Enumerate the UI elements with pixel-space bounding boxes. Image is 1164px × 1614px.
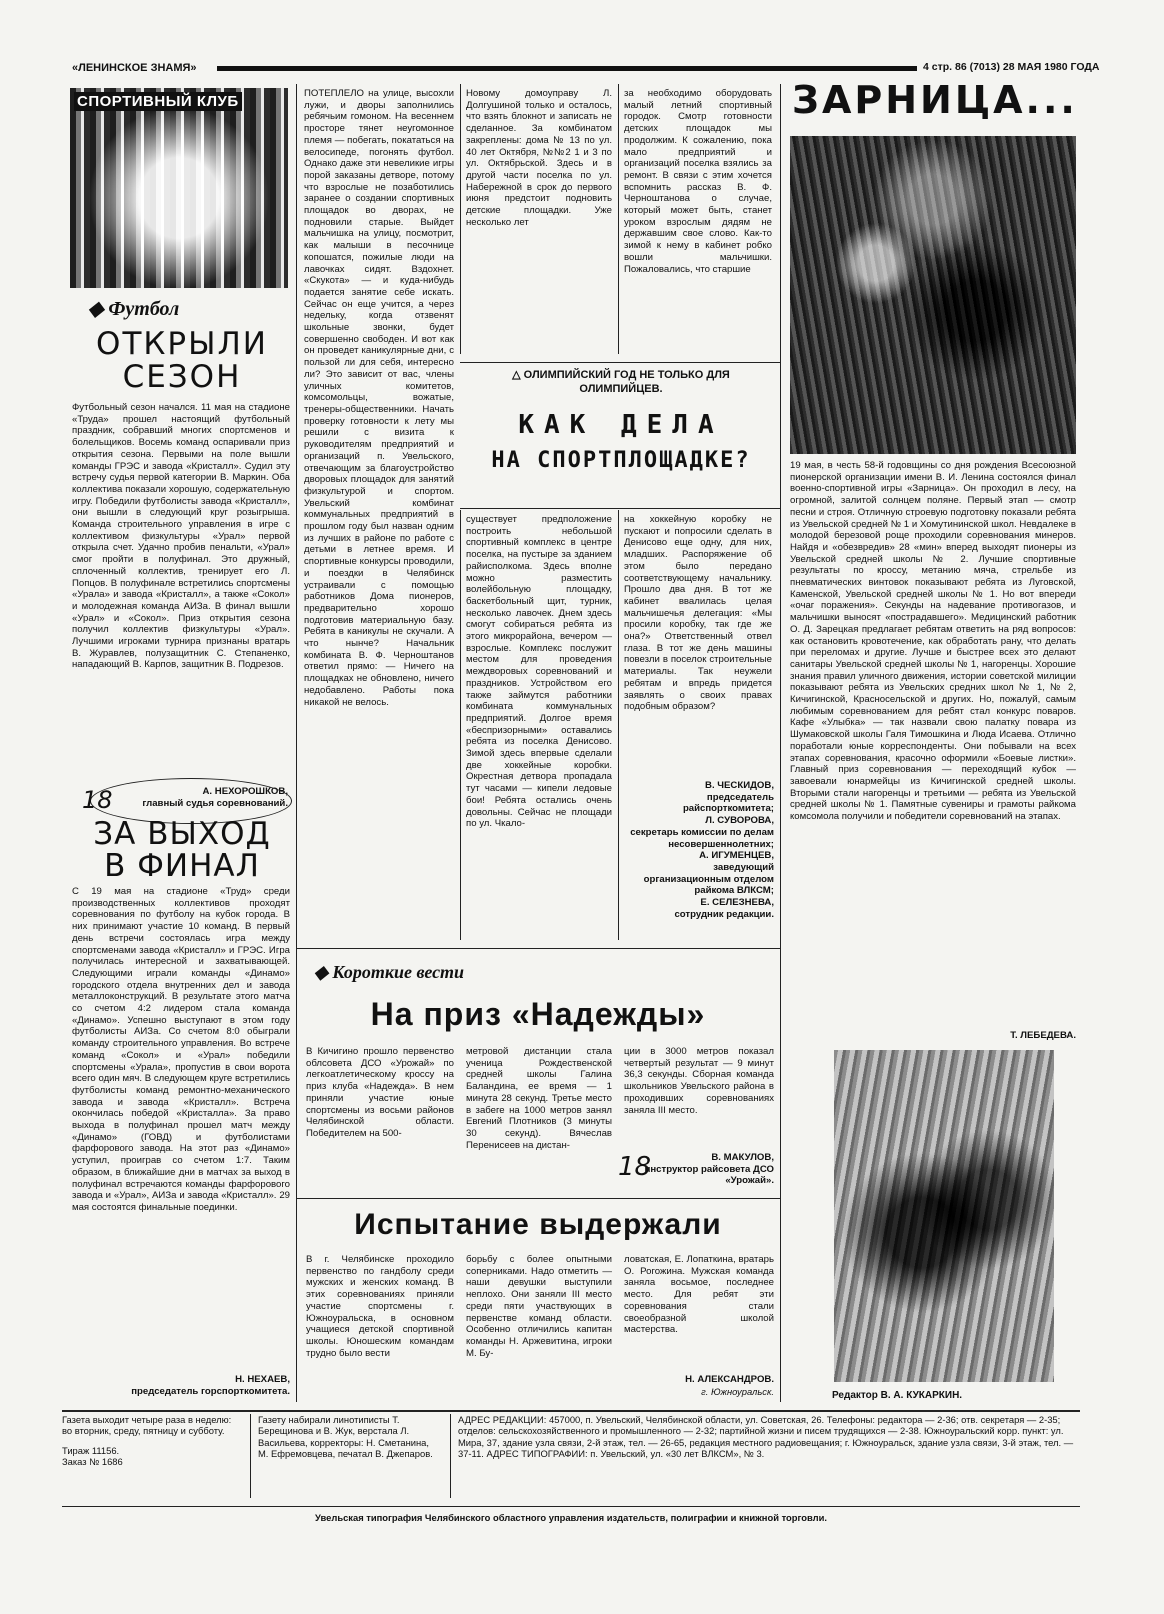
address-text: АДРЕС РЕДАКЦИИ: 457000, п. Увельский, Челябинской области, ул. Советская, 26. Телефоны: редактора — 2-36; отв. секретаря — 2-35; отделов: сельскохозяйственного и промышленного — 2-32; партийной жизни и писем трудящихся — 2-38. Южноуральский корр. пункт: ул. Мира, 37, здание узла связи, 2-й этаж, тел. — 26-65, редакция местного радиовещания; г. Южноуральск, здание узла связи, 3-й этаж, тел. — 37-11. АДРЕС ТИПОГРАФИИ: п. Увельский, ул. «30 лет ВЛКСМ», № 3. [458, 1414, 1074, 1460]
masthead [72, 61, 1100, 78]
signature-line: А. ИГУМЕНЦЕВ, [699, 850, 774, 862]
circulation-text: Тираж 11156. [62, 1444, 120, 1456]
playground-col2-top-text: Новому домоуправу Л. Долгушиной только и осталось, что взять блокнот и записать не сделанное. За комбинатом закреплены: дома № 13 по ул. 40 лет Октября, №№2 1 и 3 по ул. Октябрьской. Здесь и в другой части поселка по ул. Набережной в срок до первого июня предстоит подновить детские площадки. Уже несколько лет [466, 88, 612, 228]
final-headline [70, 818, 294, 882]
signature-line: председатель райспорткомитета; [682, 791, 774, 815]
column-rule [780, 84, 781, 1402]
section-rule [296, 1198, 780, 1199]
handball-col3-text: ловатская, Е. Лопаткина, вратарь О. Рогожина. Мужская команда заняла восьмое, последнее место. Для ребят эти соревнования стали своеобразной школой мастерства. [624, 1254, 774, 1336]
signature-line: Е. СЕЛЕЗНЕВА, [700, 897, 774, 909]
masthead-rule [217, 66, 917, 71]
staff-text: Газету набирали линотиписты Т. Берещинова и В. Жук, верстала Л. Васильева, корректоры: Н. Сметанина, М. Ефремовцева, печатал В. Джепаров. [258, 1414, 433, 1460]
handball-col1-text: В г. Челябинске проходило первенство по гандболу среди мужских и женских команд. В этих соревнованиях приняли участие спортсмены г. Южноуральска, в основном учащиеся детской спортивной школы. Юношеским командам трудно было вести [306, 1254, 454, 1359]
olympic-line: ОЛИМПИЙСКИЙ ГОД НЕ ТОЛЬКО ДЛЯ [523, 369, 730, 381]
playground-col2-bottom-text: существует предположение построить небольшой спортивный комплекс в центре поселка, на пустыре за зданием райисполкома. Здесь вполне можно разместить волейбольную площадку, баскетбольный щит, турник, несколько лавочек. Днем здесь смогут собираться ребята из этого микрорайона, вечером — взрослые. Комплекс послужит местом для проведения междворовых соревнований и праздников. Устройством его также займутся работники комбината коммунальных предприятий. Долгое время «беспризорными» оставались ребята из поселка Денисово. Зимой здесь впервые сделали две хоккейные коробки. Окрестная детвора пропадала тут часами — кипели ледовые бои! Ребята остались очень довольны. Сейчас не площади по ул. Чкало- [466, 514, 612, 830]
football-rubric [88, 296, 179, 321]
footer-rule [62, 1506, 1080, 1507]
column-rule [618, 84, 619, 354]
short-news-col2-text: метровой дистанции стала ученица Рождественской средней школы Галина Баландина, ее время — 1 минута 28 секунд. Третье место в забеге на 1000 метров занял Евгений Плотников (3 минуты 30 секунд). Вячеслав Перенисеев на дистан- [466, 1046, 612, 1151]
editor-line: Редактор В. А. КУКАРКИН. [832, 1390, 963, 1401]
olympic-kicker [462, 368, 780, 396]
diamond-bullet-icon: ◆ [88, 298, 109, 320]
signature-place: г. Южноуральск. [701, 1385, 774, 1397]
football-headline [70, 328, 294, 394]
handball-headline: Испытание выдержали [354, 1208, 722, 1241]
column-rule [618, 510, 619, 940]
signature-role: главный судья соревнований. [142, 797, 288, 809]
handball-signature [624, 1374, 774, 1397]
zarnitsa-signature: Т. ЛЕБЕДЕВА. [1010, 1030, 1076, 1041]
football-article-text: Футбольный сезон начался. 11 мая на стадионе «Труда» прошел настоящий футбольный праздник, собравший многих спортсменов и болельщиков. Восемь команд оспаривали приз открытия сезона. Первыми на поле вышли команды ГРЭС и завода «Кристалл». Судил эту встречу судья первой категории В. Маркин. Оба коллектива показали хорошую, содержательную игру. Победили футболисты завода «Кристалл», они вышли в следующий круг розыгрыша. Команда строительного управления в игре с коллективом физкультуры «Урал» первой открыла счет. Удачно пробив пенальти, «Урал» смог пройти в полуфинал. Это дружный, сплоченный коллектив, тренирует его Л. Попцов. В полуфинале встретились спортсмены «Урала» и завода «Кристалл», а также «Сокол» и молодежная команда АИЗа. В финал вышли «Урал» и «Сокол». Приз открытия сезона получил коллектив физкультуры «Урал». Лучшими игроками турнира признаны вратарь В. Журавлев, полузащитник С. Степаненко, нападающий В. Карпов, защитник В. Подрезов. [72, 402, 290, 671]
footer-rule [62, 1410, 1080, 1412]
signature-name: А. НЕХОРОШКОВ, [202, 786, 288, 797]
final-signature [80, 1374, 290, 1397]
signature-name: Н. АЛЕКСАНДРОВ. [685, 1374, 774, 1385]
paper-name: «ЛЕНИНСКОЕ ЗНАМЯ» [72, 62, 197, 74]
section-rule [296, 948, 780, 949]
handwritten-mark: 18 [618, 1152, 652, 1182]
olympic-headline-box [462, 368, 780, 473]
printer-text: Увельская типография Челябинского областного управления издательств, полиграфии и книжной торговли. [315, 1512, 827, 1523]
handwritten-mark: 18 [82, 786, 113, 814]
short-news-col3-text: ции в 3000 метров показал четвертый результат — 9 минут 36,3 секунды. Сборная команда школьников Увельского района в проходивших соревнованиях заняла III место. [624, 1046, 774, 1116]
signature-line: сотрудник редакции. [674, 908, 774, 920]
footer-schedule-box [62, 1414, 242, 1468]
headline-line: ЗА ВЫХОД [93, 816, 271, 852]
sport-club-block [70, 88, 288, 288]
signature-role: председатель горспорткомитета. [131, 1385, 290, 1397]
column-rule [460, 84, 461, 354]
short-news-rubric [314, 962, 464, 983]
short-news-headline: На приз «Надежды» [370, 996, 706, 1032]
rubric-label: Короткие вести [332, 962, 465, 982]
diamond-bullet-icon: ◆ [314, 962, 333, 982]
signature-line: Л. СУВОРОВА, [705, 815, 774, 827]
signature-line: заведующий организационным отделом райкома ВЛКСМ; [643, 861, 774, 897]
footer-divider [450, 1414, 451, 1498]
signature-name: Н. НЕХАЕВ, [235, 1374, 290, 1385]
issue-info: 4 стр. 86 (7013) 28 МАЯ 1980 ГОДА [923, 61, 1100, 73]
olympic-box-rule [460, 362, 780, 363]
headline-line: СЕЗОН [122, 359, 242, 395]
signature-role: инструктор райсовета ДСО «Урожай». [644, 1163, 774, 1187]
triangle-icon: △ [512, 369, 524, 381]
playground-col3-bottom-text: на хоккейную коробку не пускают и попросили сделать в Денисово еще одну, для них, младших. Распоряжение об этом было передано соответствующему начальнику. Прошло два дня. В тот же кабинет ввалилась целая мальчишечья делегация: «Мы просили коробку, так где же она?» Ответственный отвел глаза. В тот же день машины повезли в поселок строительные материалы. Так неужели ребятам и впредь придется заявлять о своих правах подобным образом? [624, 514, 772, 713]
signature-name: В. МАКУЛОВ, [711, 1152, 774, 1163]
playground-col1-text: ПОТЕПЛЕЛО на улице, высохли лужи, и дворы заполнились ребячьим гомоном. На весеннем просторе тянет неугомонное племя — побегать, покататься на велосипеде, погонять футбол. Однако даже эти невеликие игры порой заказаны детворе, потому что взрослые не позаботились заранее о создании спортивных площадок во дворах, не подновили старые. Выйдет мальчишка на улицу, посмотрит, как малыши в песочнице копошатся, пожилые люди на лавочках сидят. Вздохнет. «Скукота» — и куда-нибудь подается занятие себе искать. Сейчас он еще учится, а через недельку, когда отзвенят школьные звонки, будет совершенно свободен. И вот как он проведет каникулярные дни, с пользой ли для себя, интересно ли? Это зависит от вас, члены уличных комитетов, комсомольцы, вожатые, тренеры-общественники. Начать проверку готовности к лету мы решили с визита к руководителям предприятий и организаций п. Увельского, отвечающим за благоустройство дворовых площадок для занятий физкультурой и спортом. Увельский комбинат коммунальных предприятий в прошлом году был назван одним из лучших в районе по работе с детьми в летнее время. И спортивные конкурсы проводили, и поездки в Челябинск устраивали с помощью работников Дома пионеров, предварительно хорошо подготовив материальную базу. Ребята в каникулы не скучали. А что нынче? Начальник комбината В. Ф. Черноштанов ответил прямо: — Ничего на площадках не обновлено, ничего недобавлено. Работы пока никакой не велось. [304, 88, 454, 708]
schedule-text: Газета выходит четыре раза в неделю: во вторник, среду, пятницу и субботу. [62, 1414, 232, 1437]
olympic-box-rule [460, 508, 780, 509]
playground-headline-2: НА СПОРТПЛОЩАДКЕ? [491, 448, 751, 473]
short-news-col1-text: В Кичигино прошло первенство облсовета ДСО «Урожай» по легкоатлетическому кроссу на приз клуба «Надежда». В нем приняли участие юные спортсмены из восьми районов Челябинской области. Победителем на 500- [306, 1046, 454, 1139]
column-rule [296, 84, 297, 1402]
signature-line: секретарь комиссии по делам несовершеннолетних; [630, 826, 774, 850]
headline-line: В ФИНАЛ [104, 848, 260, 884]
playground-headline-1: КАК ДЕЛА [518, 410, 724, 440]
final-article-text: С 19 мая на стадионе «Труд» среди производственных коллективов проходят соревнования по футболу на кубок города. В них принимают участие 10 команд. В первый день встречи состоялась игра между спортсменами завода «Кристалл» и ГРЭС. Игра получилась интересной и захватывающей. Следующими играли команды «Динамо» городского отдела внутренних дел и завода металлоконструкций. В результате этого матча со счетом 4:2 лидером стала команда «Динамо». Успешно выступают в этом году футболисты АИЗа. Со счетом 8:0 обыграли команду строительного управления. Во встрече команд «Сокол» и «Урал» победили спортсмены «Урала», пропустив в свои ворота всего один мяч. В следующем круге встретились футболисты команд ремонтно-механического завода и завода «Кристалл». Встреча окончилась победой «Кристалла». За право выхода в полуфинал прошел матч между «Динамо» (ГОВД) и футболистами фарфорового завода. На этот раз «Динамо» уступил, проиграв со счетом 1:7. Таким образом, в ближайшие дни в матчах за выход в полуфинал встречаются команды фарфорового завода и «Урал», АИЗа и завода «Кристалл». 29 мая состоятся финальные поединки. [72, 886, 290, 1213]
gas-mask-photo [834, 1050, 1054, 1382]
olympic-line: ОЛИМПИЙЦЕВ. [579, 383, 663, 395]
zarnitsa-article-text: 19 мая, в честь 58-й годовщины со дня рождения Всесоюзной пионерской организации имени В. И. Ленина состоялся финал военно-спортивной игры «Зарница». Он проходил в лесу, на огромной, залитой солнцем поляне. Первый этап — смотр песни и строя. Отличную строевую подготовку показали ребята из Увельской средней № 1 и Хомутининской школ. Невдалеке в молодой березовой роще проходили соревнования минеров. Найдя и «обезвредив» 28 «мин» вперед выходят пионеры из Увельской средней школы № 2. Лучшие спортивные результаты по кроссу, метанию мяча, стрельбе из пневматических винтовок показывают ребята из Луговской, Каменской, Увельской средней школы № 1. Но вот впереди «очаг поражения». Секунды на надевание противогазов, и мальчишки выносят «пострадавшего». Медицинский работник О. Д. Зарецкая предлагает ребятам ответить на ряд вопросов: как остановить кровотечение, как обработать рану, что делать при переломах и другие. Лучше и быстрее всех это делают санитары Увельской средней школы № 1, нагоренцы. Хорошие знания правил уличного движения, истории советской милиции показывают ребята из Увельских средних школ № 1, № 2, Кичигинской, Красносельской и других. Но, пожалуй, самым любимым соревнованием для ребят стал конкурс поваров. Кафе «Улыбка» — так назвали свою палатку повара из Шумаковской школы Галя Тимошкина и Люда Исаева. Отлично поработали юные корреспонденты. Они побывали на всех этапах соревнования, красочно оформили «Боевые листки». Главный приз соревнования — переходящий кубок — завоевали юнармейцы из Кичигинской средней школы. Вторыми стали нагоренцы и третьими — ребята из Увельской средней школы № 1. Памятные сувениры и грамоты райкома комсомола получили и победители соревнований на этапах. [790, 460, 1076, 823]
football-team-photo [70, 88, 288, 288]
playground-signatures [624, 780, 774, 920]
zarnitsa-photo [790, 136, 1076, 454]
signature-line: В. ЧЕСКИДОВ, [705, 780, 774, 791]
footer-block [62, 1414, 1080, 1542]
order-text: Заказ № 1686 [62, 1456, 123, 1468]
column-rule [460, 510, 461, 940]
rubric-label: Футбол [108, 298, 180, 320]
handball-col2-text: борьбу с более опытными соперниками. Надо отметить — наши девушки выступили неплохо. Они заняли III место среди пяти участвующих в первенстве команд области. Особенно отличились капитан команды Н. Аржевитина, игроки М. Бу- [466, 1254, 612, 1359]
footer-divider [250, 1414, 251, 1498]
sport-club-title: СПОРТИВНЫЙ КЛУБ [74, 92, 242, 111]
headline-line: ОТКРЫЛИ [96, 326, 268, 362]
playground-col3-top-text: за необходимо оборудовать малый летний спортивный городок. Смотр готовности детских площадок мы продолжим. К сожалению, пока мало предприятий и организаций поселка взялись за ремонт. В связи с этим хочется вспомнить рассказ В. Ф. Черноштанова о случае, который может быть, станет уроком взрослым дядям не державшим свое слово. Как-то зимой к нему в кабинет робко вошли мальчишки. Пожаловались, что старшие [624, 88, 772, 275]
zarnitsa-headline: ЗАРНИЦА... [792, 78, 1078, 122]
